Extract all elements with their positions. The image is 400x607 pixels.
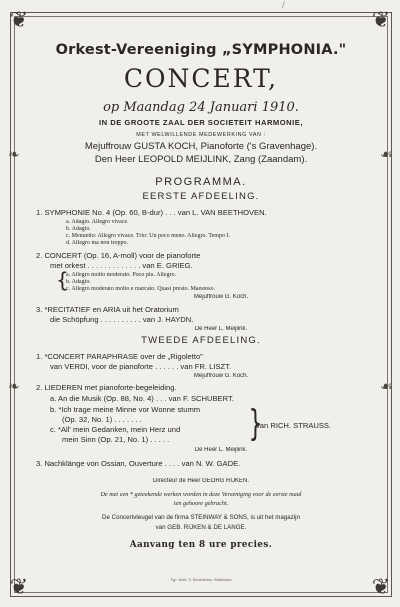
part1-item2-cont: met orkest . . . . . . . . . . . . . van E. GRIEG. [50,261,193,270]
part2-item1-performer: Mejuffrouw G. Koch. [193,373,249,379]
part1-item2-performer: Mejuffrouw G. Koch. [193,294,249,300]
concert-date: op Maandag 24 Januari 1910. [103,100,299,115]
part1-item3: 3. *RECITATIEF en ARIA uit het Oratorium [36,305,179,314]
cooperation-line: MET WELWILLENDE MEDEWERKING VAN : [136,132,266,138]
orchestra-name: Orkest-Vereeniging „SYMPHONIA." [55,42,347,58]
concert-title: CONCERT, [123,64,279,93]
stray-pencil-mark: / [282,0,285,11]
part1-item3-cont: die Schöpfung . . . . . . . . . . van J. HAYDN. [50,315,194,324]
corner-ornament-icon: ❦ [371,575,391,600]
part1-item1-b: b. Adagio. [66,226,91,232]
part2-item2-performer: De Heer L. Meijlink. [194,447,248,453]
printer-credit: Typ. Wed. S. Benedictus, Rotterdam [170,578,232,582]
part2-item1: 1. *CONCERT PARAPHRASE over de „Rigoletto" [36,352,203,361]
side-ornament-icon: ☙ [380,379,393,395]
part2-item2-a: a. An die Musik (Op. 88, No. 4) . . . van F. SCHUBERT. [50,394,234,403]
corner-ornament-icon: ❦ [9,575,29,600]
part2-item2-b-cont: (Op. 32, No. 1) . . . . . . . [62,415,142,424]
performer-koch: Mejuffrouw GUSTA KOCH, Pianoforte ('s Gravenhage). [84,141,318,152]
part2-item2-c: c. *All' mein Gedanken, mein Herz und [50,425,181,434]
part2-item2: 2. LIEDEREN met pianoforte-begeleiding. [36,383,177,392]
brace-icon: { [248,403,263,444]
premiere-note: De met een * geteekende werken worden in deze Vereeniging voor de eerste maal [100,491,302,498]
brace-icon: { [56,268,69,292]
part1-item3-performer: De Heer L. Meijlink. [194,326,248,332]
part2-item2-composer: van RICH. STRAUSS. [256,421,332,430]
part1-title: EERSTE AFDEELING. [142,191,260,202]
part1-item1-d: d. Allegro ma non troppo. [66,240,128,246]
side-ornament-icon: ❧ [8,379,20,395]
side-ornament-icon: ❧ [8,147,20,163]
part2-item2-c-cont: mein Sinn (Op. 21, No. 1) . . . . . [62,435,170,444]
start-time: Aanvang ten 8 ure precies. [129,540,273,550]
piano-credit-cont: van GEB. RIJKEN & DE LANGE. [155,524,247,531]
piano-credit: De Concertvleugel van de firma STEINWAY & SONS, is uit het magazijn [102,514,300,521]
director-line: Directeur de Heer GEORG RIJKEN. [152,478,250,484]
part1-item1-a: a. Adagio. Allegro vivace. [66,219,129,225]
part1-item1-c: c. Menuetto: Allegro vivace. Trio: Un poco meno. Allegro. Tempo I. [66,233,230,239]
part2-item3: 3. Nachklänge von Ossian, Ouverture . . . . van N. W. GADE. [36,459,241,468]
part1-item2-a: a. Allegro molto moderato. Poco piu. Allegro. [66,272,176,278]
corner-ornament-icon: ❦ [9,8,29,33]
premiere-note-cont: ten gehoore gebracht. [173,500,229,507]
performer-meijlink: Den Heer LEOPOLD MEIJLINK, Zang (Zaandam). [94,154,308,165]
part1-item2: 2. CONCERT (Op. 16, A-moll) voor de pianoforte [36,251,201,260]
part1-item1: 1. SYMPHONIE No. 4 (Op. 60, B-dur) . . . van L. VAN BEETHOVEN. [36,208,267,217]
part2-item2-b: b. *Ich trage meine Minne vor Wonne stumm [50,405,201,414]
programma-title: PROGRAMMA. [155,176,247,188]
part2-title: TWEEDE AFDEELING. [141,335,261,346]
venue: IN DE GROOTE ZAAL DER SOCIETEIT HARMONIE, [99,118,303,127]
part2-item1-cont: van VERDI, voor de pianoforte . . . . . . van FR. LISZT. [50,362,232,371]
part1-item2-c: c. Allegro moderato molto e marcato. Quasi presto. Maestoso. [66,286,215,292]
part1-item2-b: b. Adagio. [66,279,91,285]
corner-ornament-icon: ❦ [371,8,391,33]
side-ornament-icon: ☙ [380,147,393,163]
